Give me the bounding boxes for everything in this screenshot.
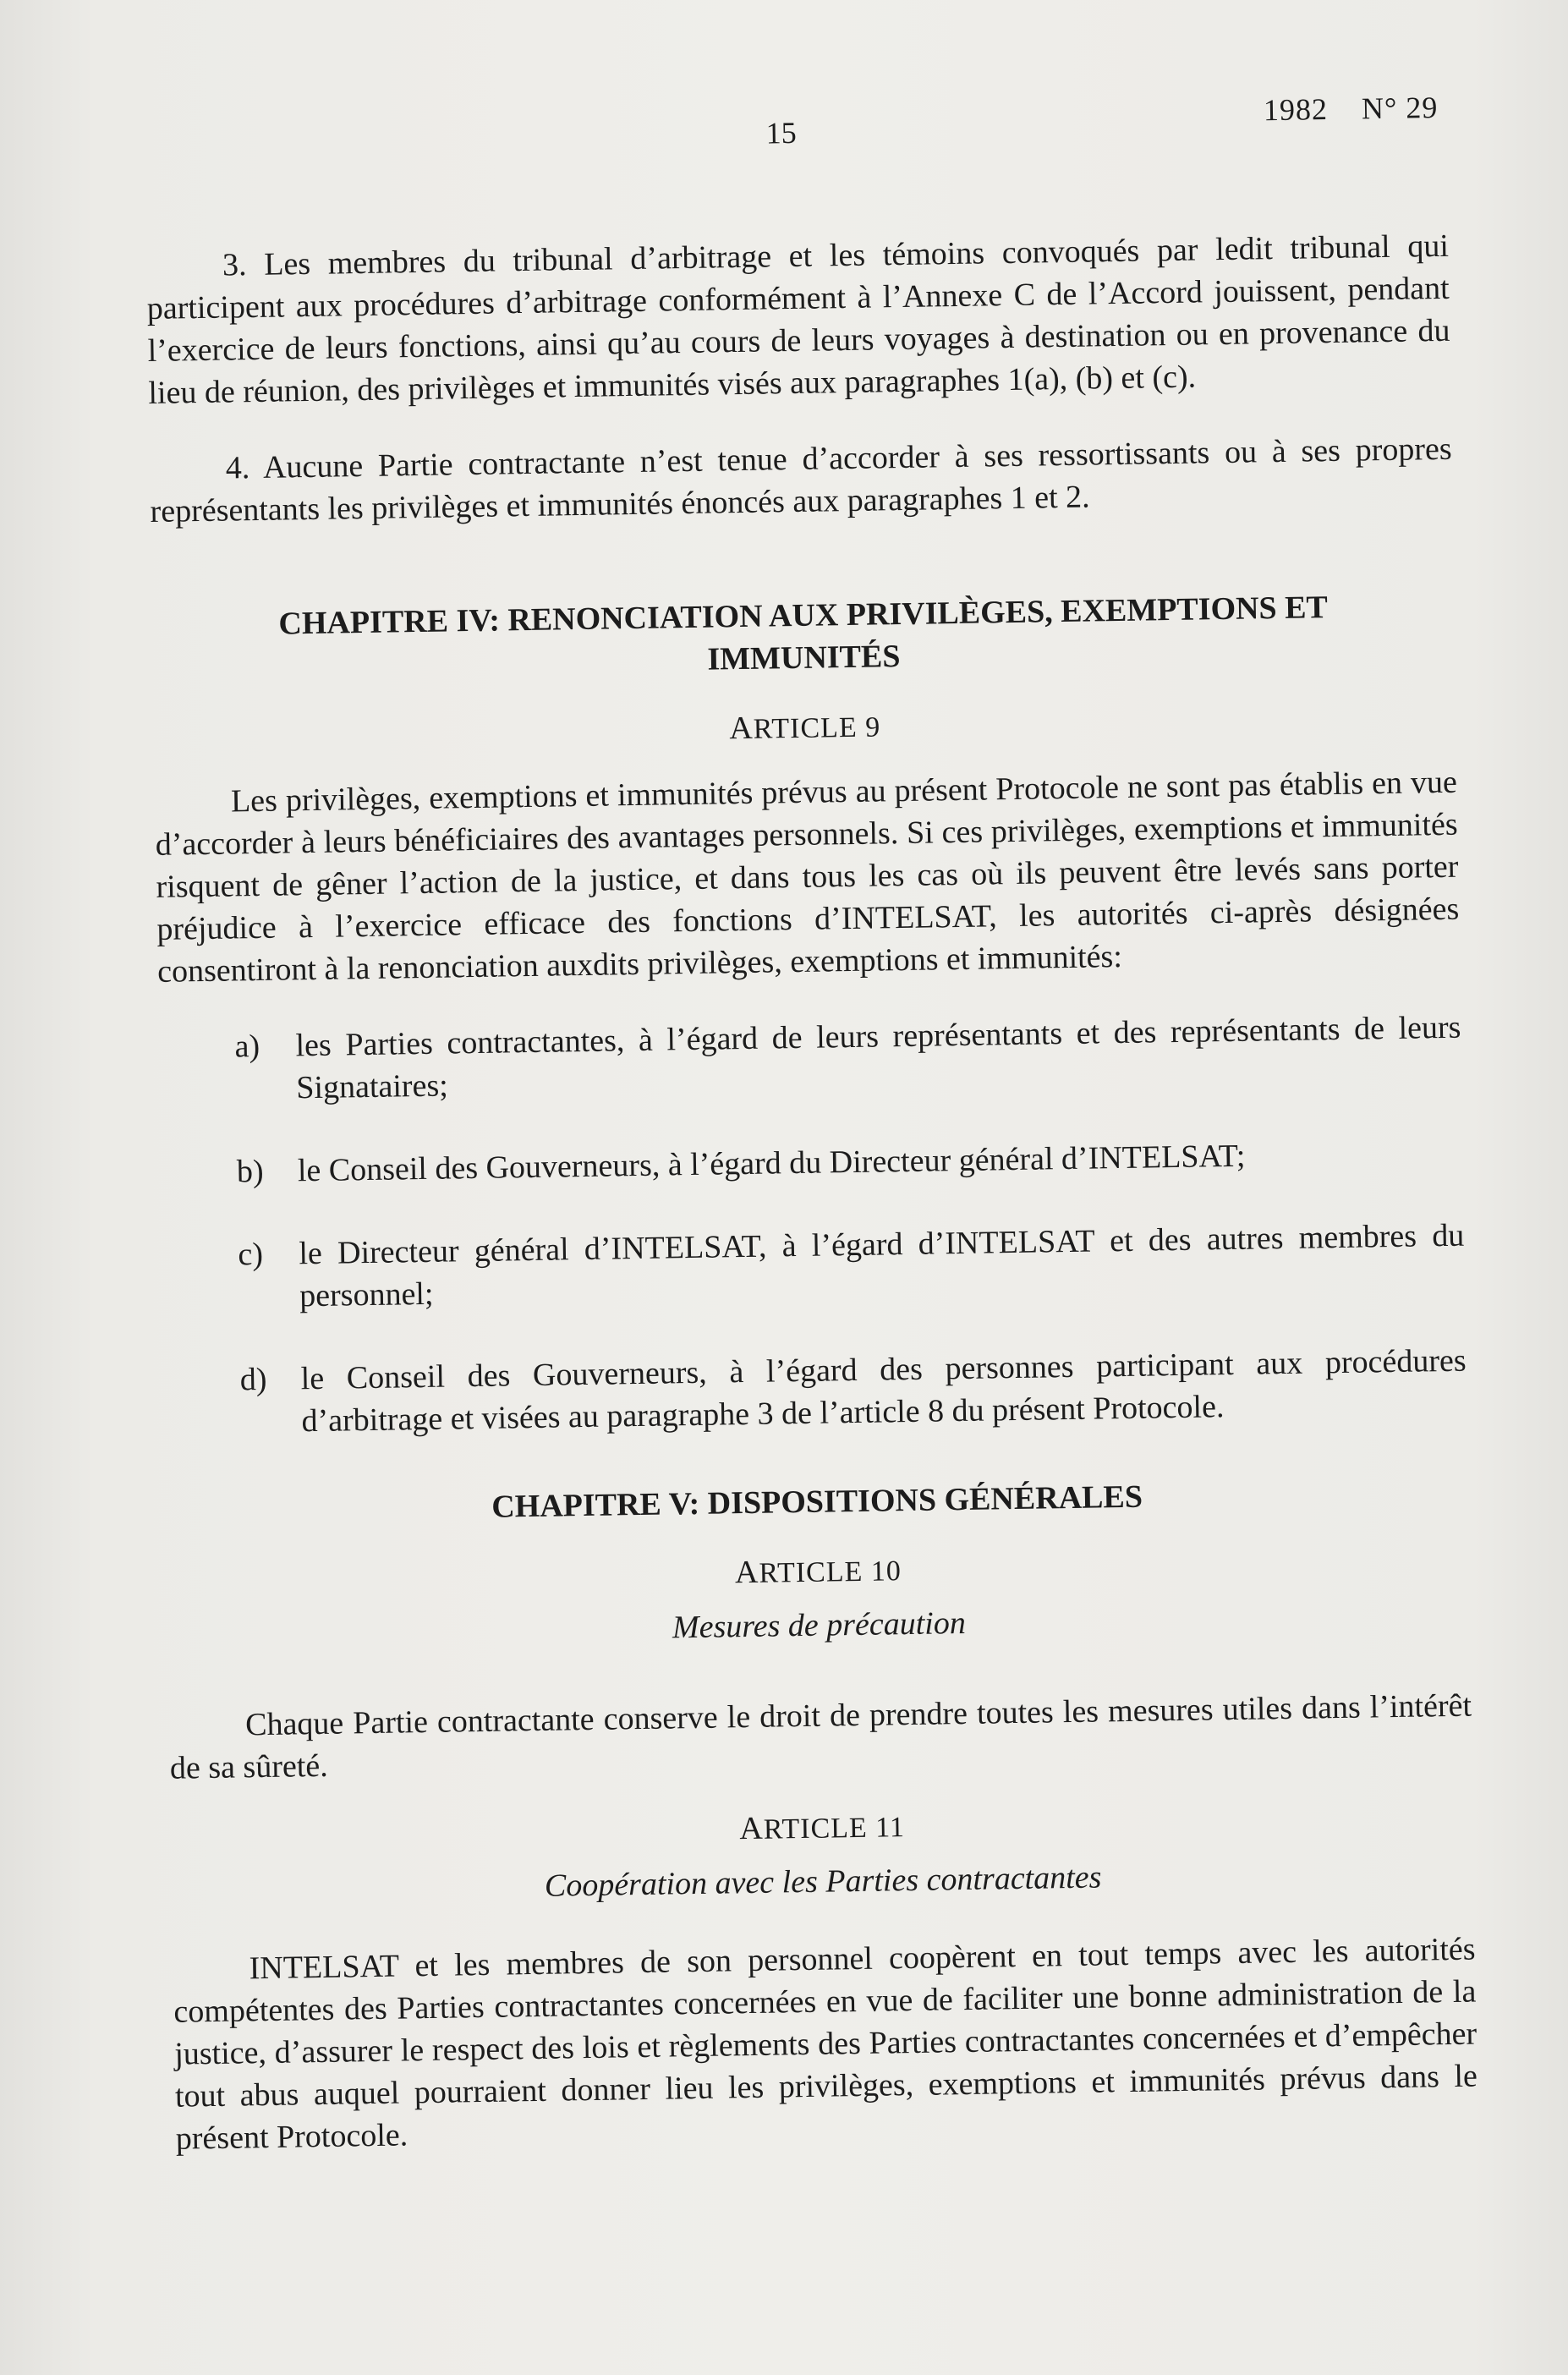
list-item-label: c): [238, 1236, 264, 1273]
list-item-label: d): [239, 1361, 267, 1398]
chapter-5-heading: CHAPITRE V: DISPOSITIONS GÉNÉRALES: [491, 1478, 1143, 1525]
article-10-title: Mesures de précaution: [672, 1604, 967, 1646]
list-item: [162, 1215, 1465, 1319]
page-number: 15: [765, 115, 797, 151]
article-11-heading: [171, 1799, 1474, 1857]
paragraph-3: 3. Les membres du tribunal d’arbitrage et les témoins convoqués par ledit tribunal qui participent aux procédures d’arbitrage conformément à l’Annexe C de l’Accord jouissent, pendant l’exercice de leurs fonctions, ainsi qu’au cours de leurs voyages à destination ou en provenance du lieu de réunion, des privilèges et immunités visés aux paragraphes 1(a), (b) et (c).: [146, 228, 1450, 411]
article-9-heading-rest: RTICLE 9: [753, 711, 881, 745]
list-item-label: b): [236, 1153, 264, 1190]
list-item: [158, 1006, 1461, 1111]
list-item-text: le Conseil des Gouverneurs, à l’égard des personnes participant aux procédures d’arbitrage et visées au paragraphe 3 de l’article 8 du présent Protocole.: [300, 1342, 1467, 1440]
document-reference: 1982 N° 29: [1263, 90, 1439, 128]
article-9-heading: [153, 699, 1456, 756]
article-11-body: INTELSAT et les membres de son personnel coopèrent en tout temps avec les autorités compétentes des Parties contractantes concernées en vue de faciliter une bonne administration de la justice, d’assurer le respect des lois et règlements des Parties contractantes concernées et d’empêcher tout abus auquel pourraient donner lieu les privilèges, exemptions et immunités prévus dans le présent Protocole.: [173, 1931, 1478, 2157]
article-10-heading-rest: RTICLE 10: [759, 1555, 902, 1589]
list-item: [163, 1340, 1467, 1445]
article-9-heading-initial: A: [728, 710, 754, 747]
article-10-body: Chaque Partie contractante conserve le droit de prendre toutes les mesures utiles dans l’intérêt de sa sûreté.: [169, 1687, 1472, 1786]
chapter-4-heading: CHAPITRE IV: RENONCIATION AUX PRIVILÈGES, EXEMPTIONS ET IMMUNITÉS: [278, 590, 1329, 677]
waiver-authorities-list: [158, 1006, 1467, 1445]
article-11-heading-initial: A: [739, 1810, 765, 1847]
page-content: [144, 81, 1478, 2160]
list-item-label: a): [234, 1028, 260, 1065]
article-10-heading: [167, 1543, 1470, 1600]
article-10-heading-initial: A: [734, 1554, 759, 1591]
page-header: [144, 81, 1447, 152]
list-item-text: les Parties contractantes, à l’égard de leurs représentants et des représentants de leurs Signataires;: [295, 1009, 1461, 1106]
article-9-body: Les privilèges, exemptions et immunités prévus au présent Protocole ne sont pas établis en vue d’accorder à leurs bénéficiaires des avantages personnels. Si ces privilèges, exemptions et immunités risquent de gêner l’action de la justice, et dans tous les cas où ils peuvent être levés sans porter préjudice à l’exercice efficace des fonctions d’INTELSAT, les autorités ci-après désignées consentiront à la renonciation auxdits privilèges, exemptions et immunités:: [155, 764, 1460, 990]
list-item-text: le Directeur général d’INTELSAT, à l’égard d’INTELSAT et des autres membres du personnel;: [299, 1217, 1465, 1314]
article-11-title: Coopération avec les Parties contractantes: [544, 1859, 1102, 1904]
list-item: [161, 1132, 1464, 1194]
paragraph-4: 4. Aucune Partie contractante n’est tenue d’accorder à ses ressortissants ou à ses propres représentants les privilèges et immunités énoncés aux paragraphes 1 et 2.: [150, 431, 1452, 529]
list-item-text: le Conseil des Gouverneurs, à l’égard du Directeur général d’INTELSAT;: [297, 1138, 1246, 1189]
article-11-heading-rest: RTICLE 11: [763, 1812, 906, 1846]
